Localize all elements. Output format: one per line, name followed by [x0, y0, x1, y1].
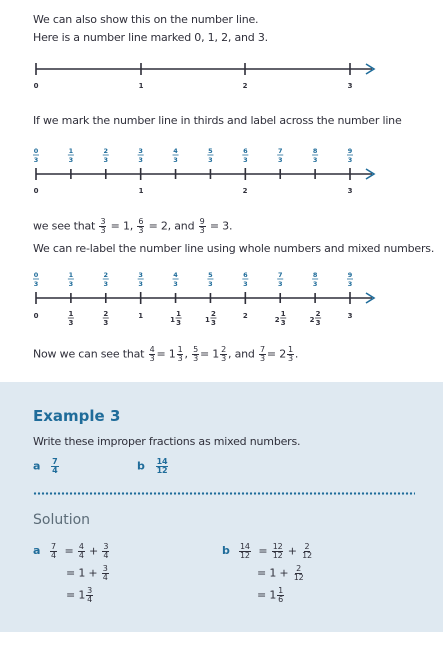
numerator: 4 — [173, 271, 178, 279]
denominator: 3 — [193, 354, 198, 363]
numerator: 3 — [100, 217, 106, 226]
denominator: 3 — [208, 156, 213, 164]
fraction-label-5 — [207, 271, 213, 288]
fraction — [315, 310, 321, 327]
now-see-fraction-c — [259, 346, 266, 363]
denominator: 3 — [277, 280, 283, 288]
denominator: 4 — [102, 573, 108, 582]
numerator: 3 — [102, 564, 108, 573]
denominator: 3 — [138, 226, 144, 235]
nl1-label-1: 1 — [138, 82, 144, 90]
denominator: 3 — [68, 280, 74, 288]
denominator: 3 — [100, 226, 106, 235]
numerator: 7 — [51, 542, 56, 551]
denominator: 3 — [173, 280, 178, 288]
numerator: 3 — [87, 586, 93, 595]
plus: + — [287, 544, 297, 558]
fraction — [280, 310, 286, 327]
numerator: 1 — [177, 345, 183, 354]
denominator: 3 — [312, 156, 318, 164]
nl2-label-2: 2 — [242, 187, 248, 195]
mixed-label-5 — [205, 310, 216, 327]
mixed-label-8 — [310, 310, 321, 327]
numerator: 6 — [243, 147, 248, 155]
numerator: 2 — [296, 564, 302, 573]
now-see-prefix: Now we can see that — [33, 347, 145, 361]
fraction-label-9 — [347, 271, 353, 288]
intro-line-1: We can also show this on the number line. — [33, 13, 259, 26]
mixed-label-2 — [103, 310, 109, 327]
solution-b-label — [222, 544, 230, 558]
part-a-fraction — [51, 458, 58, 475]
whole: 1 — [205, 316, 210, 324]
fraction-label-0 — [33, 271, 39, 288]
fraction — [86, 587, 93, 604]
plus: + — [89, 544, 99, 558]
numerator: 2 — [103, 271, 109, 279]
intro-line-2: Here is a number line marked 0, 1, 2, and 3. — [33, 31, 268, 44]
denominator: 4 — [103, 551, 109, 560]
denominator: 12 — [302, 551, 312, 560]
denominator: 3 — [103, 156, 109, 164]
denominator: 3 — [103, 319, 109, 327]
numerator: 3 — [138, 271, 143, 279]
we-see-result-3: = 3. — [209, 219, 233, 233]
numerator: 2 — [103, 310, 109, 318]
denominator: 3 — [177, 354, 183, 363]
numerator: 9 — [347, 271, 353, 279]
numerator: 3 — [103, 542, 109, 551]
fraction-label-1 — [68, 271, 74, 288]
numerator: 1 — [280, 310, 286, 318]
fraction-label-3 — [138, 147, 144, 164]
numerator: 6 — [243, 271, 248, 279]
numerator: 0 — [33, 271, 39, 279]
denominator: 3 — [208, 280, 213, 288]
nl2-label-0: 0 — [33, 187, 39, 195]
fraction — [210, 310, 216, 327]
solution-b-line-2 — [257, 565, 306, 582]
numerator: 1 — [68, 147, 74, 155]
dotted-divider — [33, 492, 415, 495]
equals: = — [64, 544, 74, 558]
mixed-label-3: 1 — [138, 312, 144, 320]
mixed-label-7 — [275, 310, 286, 327]
nl2-label-3: 3 — [347, 187, 353, 195]
we-see-fraction-3 — [199, 218, 206, 235]
thirds-text: If we mark the number line in thirds and label across the number line — [33, 114, 402, 127]
solution-a-line-2 — [66, 565, 110, 582]
number-line-3 — [33, 271, 374, 327]
denominator: 3 — [211, 319, 216, 327]
relabel-text: We can re-label the number line using whole numbers and mixed numbers. — [33, 242, 435, 255]
nl1-label-0: 0 — [33, 82, 39, 90]
fraction-label-9 — [347, 147, 353, 164]
numerator: 5 — [208, 147, 213, 155]
denominator: 3 — [33, 156, 39, 164]
solution-a-line-3 — [66, 587, 94, 604]
denominator: 3 — [312, 280, 318, 288]
denominator: 12 — [240, 551, 250, 560]
denominator: 3 — [243, 280, 248, 288]
numerator: 3 — [138, 147, 143, 155]
example-part-b — [137, 458, 169, 475]
mixed-label-9: 3 — [347, 312, 353, 320]
now-see-fraction-b — [192, 346, 199, 363]
example-question: Write these improper fractions as mixed numbers. — [33, 435, 301, 448]
mixed-label-4 — [170, 310, 181, 327]
now-see-fraction-a — [149, 346, 156, 363]
numerator: 1 — [288, 345, 293, 354]
numerator: 2 — [103, 147, 109, 155]
solution-a-label — [33, 544, 40, 558]
we-see-fraction-1 — [99, 218, 106, 235]
part-a-label: a — [33, 459, 41, 473]
numerator: 9 — [199, 217, 205, 226]
numerator: 5 — [208, 271, 213, 279]
now-see-whole-c: = 2 — [266, 347, 286, 361]
we-see-fraction-2 — [137, 218, 144, 235]
equation-text: = 1 + — [257, 566, 289, 580]
fraction-label-8 — [312, 147, 318, 164]
now-see-result-c — [287, 346, 294, 363]
now-see-result-b — [220, 346, 227, 363]
fraction-label-0 — [33, 147, 39, 164]
fraction — [277, 587, 284, 604]
nl1-label-2: 2 — [242, 82, 248, 90]
fraction-label-2 — [103, 147, 109, 164]
label: b — [222, 544, 230, 557]
equation-text: = 1 — [66, 588, 86, 602]
we-see-sentence — [33, 218, 232, 235]
denominator: 3 — [347, 280, 353, 288]
numerator: 0 — [33, 147, 39, 155]
whole: 1 — [170, 316, 175, 324]
whole: 2 — [309, 316, 315, 324]
numerator: 2 — [211, 310, 216, 318]
numerator: 4 — [173, 147, 178, 155]
denominator: 3 — [138, 156, 143, 164]
fraction-label-7 — [277, 271, 283, 288]
fraction — [102, 565, 109, 582]
fraction — [176, 310, 182, 327]
denominator: 3 — [347, 156, 353, 164]
numerator: 8 — [312, 271, 318, 279]
denominator: 3 — [138, 280, 143, 288]
numerator: 2 — [304, 542, 310, 551]
denominator: 12 — [272, 551, 283, 560]
now-see-sentence: Now we can see that $\frac{4}{3}$ = 1 $\frac{1}{3}$ , $\frac{5}{3}$ = 1 $\frac{2}{3}$ , and $\frac{7}{3}$ = 2 $\frac{1}{3}$ . — [33, 345, 299, 363]
denominator: 4 — [87, 595, 93, 604]
example-part-a — [33, 458, 60, 475]
denominator: 3 — [243, 156, 248, 164]
now-see-whole-a: = 1 — [156, 347, 176, 361]
fraction-label-2 — [103, 271, 109, 288]
fraction-label-6 — [242, 271, 248, 288]
label: a — [33, 544, 41, 557]
denominator: 4 — [52, 466, 58, 475]
numerator: 1 — [278, 586, 284, 595]
numerator: 7 — [259, 345, 265, 354]
equals: = — [258, 544, 268, 558]
lhs-fraction — [50, 543, 57, 560]
now-see-whole-b: = 1 — [199, 347, 220, 361]
numerator: 7 — [277, 271, 283, 279]
numerator: 12 — [272, 542, 283, 551]
numerator: 14 — [156, 457, 168, 466]
numerator: 5 — [193, 345, 198, 354]
fraction-label-4 — [173, 271, 179, 288]
mixed-label-0: 0 — [33, 312, 39, 320]
denominator: 3 — [68, 156, 74, 164]
denominator: 3 — [173, 156, 178, 164]
denominator: 3 — [199, 226, 205, 235]
fraction-label-8 — [312, 271, 318, 288]
equation-text: = 1 — [257, 588, 277, 602]
numerator: 1 — [176, 310, 181, 318]
denominator: 12 — [156, 466, 168, 475]
equation-text: = 1 + — [66, 566, 98, 580]
mixed-label-6: 2 — [242, 312, 248, 320]
denominator: 3 — [315, 319, 321, 327]
nl1-label-3: 3 — [347, 82, 353, 90]
denominator: 4 — [51, 551, 56, 560]
we-see-result-1: = 1, — [110, 219, 134, 233]
numerator: 4 — [78, 542, 84, 551]
we-see-result-2: = 2, and — [148, 219, 195, 233]
whole: 2 — [274, 316, 280, 324]
fraction-label-4 — [173, 147, 179, 164]
numerator: 9 — [347, 147, 353, 155]
denominator: 4 — [78, 551, 84, 560]
fraction — [293, 565, 305, 582]
solution-title: Solution — [33, 512, 91, 528]
number-line-1 — [34, 63, 374, 90]
example-title: Example 3 — [33, 407, 121, 425]
fraction-label-7 — [277, 147, 283, 164]
fraction-label-1 — [68, 147, 74, 164]
denominator: 3 — [259, 354, 265, 363]
numerator: 6 — [138, 217, 144, 226]
part-b-label: b — [137, 459, 145, 473]
denominator: 3 — [149, 354, 155, 363]
now-see-result-a — [177, 346, 184, 363]
now-see-and: and — [234, 347, 255, 361]
solution-a-line-1 — [49, 543, 110, 560]
lhs-fraction — [239, 543, 251, 560]
numerator: 7 — [277, 147, 283, 155]
numerator: 8 — [312, 147, 318, 155]
mixed-label-1 — [68, 310, 74, 327]
denominator: 3 — [33, 280, 39, 288]
denominator: 12 — [293, 573, 304, 582]
solution-b-line-3 — [257, 587, 285, 604]
fraction — [68, 310, 74, 327]
fraction-2 — [102, 543, 109, 560]
fraction-label-3 — [138, 271, 144, 288]
denominator: 3 — [277, 156, 283, 164]
part-b-fraction — [156, 458, 169, 475]
denominator: 3 — [221, 354, 226, 363]
fraction-2 — [301, 543, 313, 560]
fraction-1 — [78, 543, 85, 560]
denominator: 3 — [176, 319, 181, 327]
numerator: 4 — [149, 345, 155, 354]
fraction-label-5 — [207, 147, 213, 164]
denominator: 6 — [278, 595, 284, 604]
denominator: 3 — [280, 319, 286, 327]
numerator: 1 — [68, 310, 74, 318]
numerator: 2 — [315, 310, 321, 318]
we-see-prefix: we see that — [33, 219, 96, 233]
page-bottom-margin — [0, 632, 443, 667]
nl2-label-1: 1 — [138, 187, 144, 195]
denominator: 3 — [68, 319, 74, 327]
fraction-label-6 — [242, 147, 248, 164]
fraction — [103, 310, 109, 327]
numerator: 7 — [52, 457, 58, 466]
numerator: 1 — [68, 271, 74, 279]
denominator: 3 — [103, 280, 109, 288]
numerator: 14 — [240, 542, 250, 551]
fraction-1 — [272, 543, 284, 560]
number-line-2 — [33, 147, 374, 195]
solution-b-line-1 — [238, 543, 314, 560]
denominator: 3 — [288, 354, 293, 363]
numerator: 2 — [221, 345, 226, 354]
